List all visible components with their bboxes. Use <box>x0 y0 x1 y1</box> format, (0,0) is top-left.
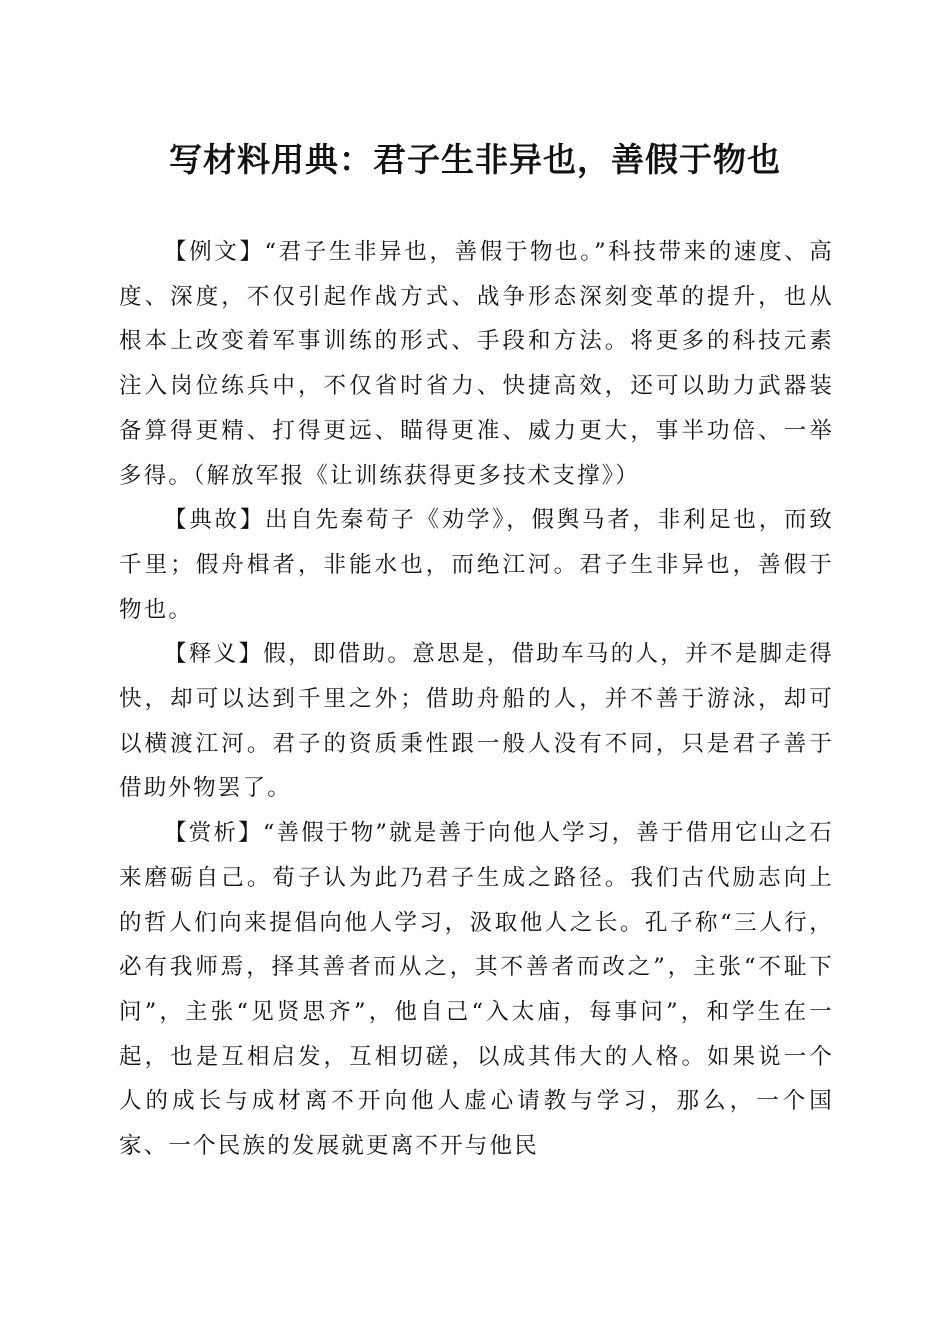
paragraph-tag: 【例文】 <box>164 239 265 265</box>
document-title: 写材料用典：君子生非异也，善假于物也 <box>169 140 781 179</box>
paragraph-meaning <box>119 632 834 811</box>
paragraph-allusion <box>119 498 834 632</box>
paragraph-example <box>119 230 834 498</box>
paragraph-tag: 【释义】 <box>164 641 264 668</box>
paragraph-text: “善假于物”就是善于向他人学习，善于借用它山之石来磨砺自己。荀子认为此乃君子生成之路径。我们古代励志向上的哲人们向来提倡向他人学习，汲取他人之长。孔子称“三人行，必有我师焉，择其善者而从之，其不善者而改之”，主张“不耻下问”，主张“见贤思齐”，他自己“入太庙，每事问”，和学生在一起，也是互相启发，互相切磋，以成其伟大的人格。如果说一个人的成长与成材离不开向他人虚心请教与学习，那么，一个国家、一个民族的发展就更离不开与他民 <box>119 820 834 1160</box>
paragraph-tag: 【典故】 <box>164 507 266 534</box>
paragraph-text: “君子生非异也，善假于物也。”科技带来的速度、高度、深度，不仅引起作战方式、战争形态深刻变革的提升，也从根本上改变着军事训练的形式、手段和方法。将更多的科技元素注入岗位练兵中，不仅省时省力、快捷高效，还可以助力武器装备算得更精、打得更远、瞄得更准、威力更大，事半功倍、一举多得。（解放军报《让训练获得更多技术支撑》） <box>119 239 834 489</box>
paragraph-text: 出自先秦荀子《劝学》，假舆马者，非利足也，而致千里；假舟楫者，非能水也，而绝江河。君子生非异也，善假于物也。 <box>119 507 834 623</box>
paragraph-appreciation <box>119 811 834 1169</box>
document-body <box>119 230 834 1169</box>
paragraph-text: 假，即借助。意思是，借助车马的人，并不是脚走得快，却可以达到千里之外；借助舟船的人，并不善于游泳，却可以横渡江河。君子的资质秉性跟一般人没有不同，只是君子善于借助外物罢了。 <box>119 641 834 802</box>
paragraph-tag: 【赏析】 <box>164 820 263 847</box>
